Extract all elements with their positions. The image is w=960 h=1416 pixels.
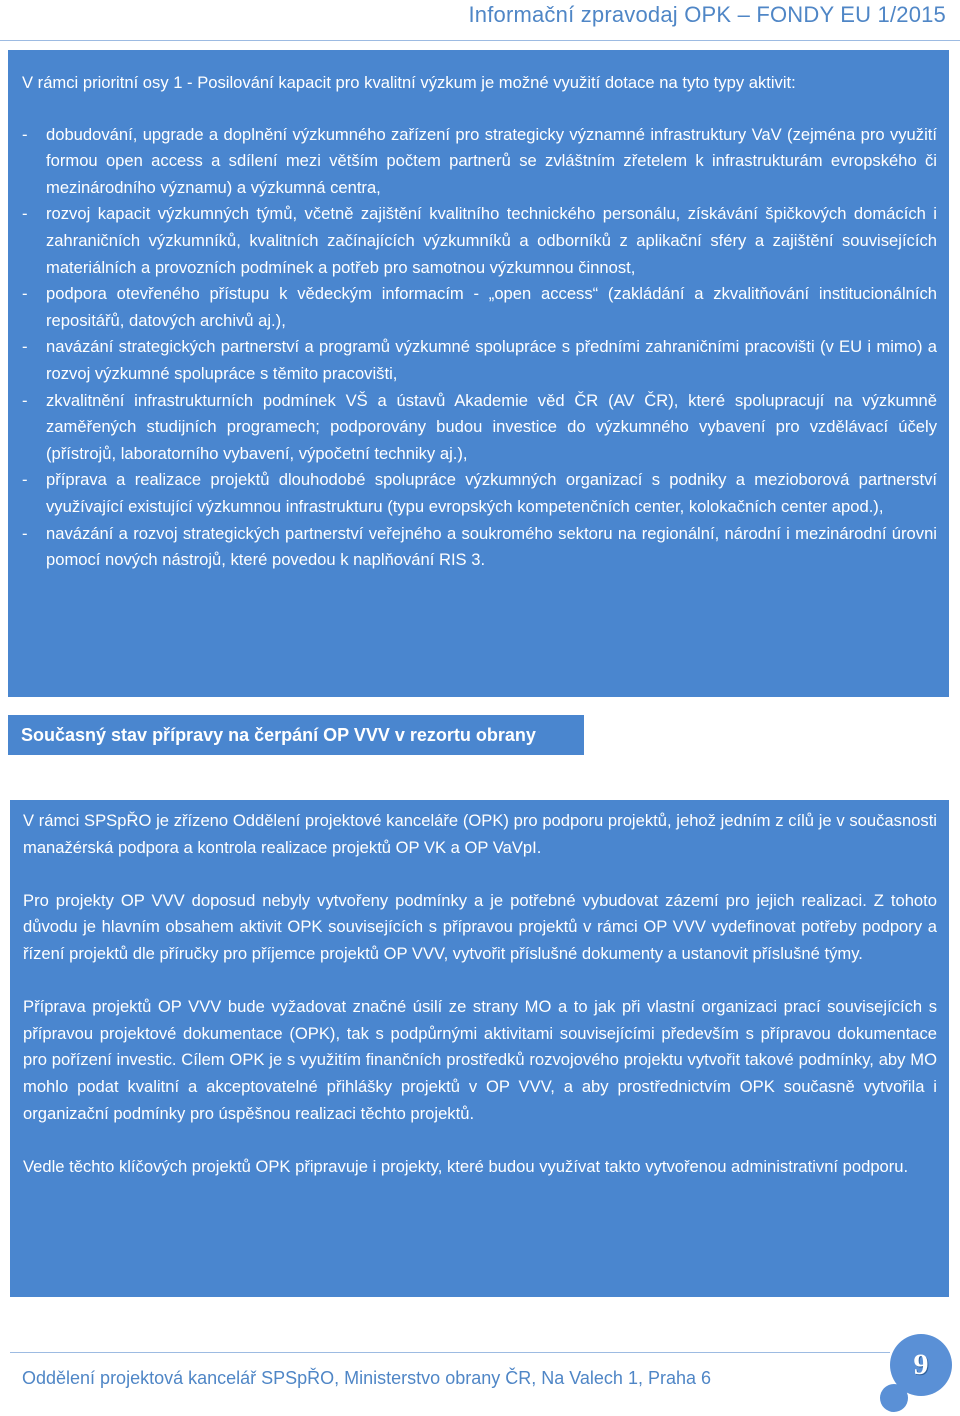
list-item [22, 334, 937, 387]
footer-address: Oddělení projektová kancelář SPSpŘO, Ministerstvo obrany ČR, Na Valech 1, Praha 6 [22, 1368, 712, 1388]
list-item [22, 122, 937, 202]
priority-intro: V rámci prioritní osy 1 - Posilování kapacit pro kvalitní výzkum je možné využití dotace na tyto typy aktivit: [22, 73, 796, 92]
page-header [0, 0, 960, 48]
list-item-text: příprava a realizace projektů dlouhodobé spolupráce výzkumných organizací s podniky a mezioborová partnerství využívající existující výzkumnou infrastrukturu (typu evropských kompetenčních center, kolokačních center apod.), [46, 470, 937, 516]
list-item [22, 201, 937, 281]
newsletter-title: Informační zpravodaj OPK – FONDY EU 1/2015 [468, 2, 946, 27]
section-paragraph: Příprava projektů OP VVV bude vyžadovat značné úsilí ze strany MO a to jak při vlastní organizaci prací souvisejících s přípravou projektové dokumentace (OPK), tak s podpůrnými aktivitami souvisejícími především s přípravou dokumentace pro pořízení investic. Cílem OPK je s využitím finančních prostředků rozvojového projektu vytvořit takové podmínky, aby MO mohlo podat kvalitní a akceptovatelné přihlášky projektů v OP VVV, a aby prostřednictvím OPK současně vytvořila i organizační podmínky pro úspěšnou realizaci těchto projektů. [23, 997, 937, 1123]
header-divider [0, 40, 960, 41]
list-dash: - [22, 337, 28, 357]
list-dash: - [22, 284, 28, 304]
priority-axis-box [8, 50, 949, 697]
list-item [22, 388, 937, 468]
list-item [22, 467, 937, 520]
list-item-text: rozvoj kapacit výzkumných týmů, včetně zajištění kvalitního technického personálu, získávání špičkových domácích i zahraničních výzkumníků, kvalitních začínajících výzkumníků a odborníků z aplikační sféry a zajištění souvisejících materiálních a provozních podmínek a potřeb pro samotnou výzkumnou činnost, [46, 204, 937, 277]
activity-list [22, 122, 937, 574]
section-paragraph: Pro projekty OP VVV doposud nebyly vytvořeny podmínky a je potřebné vybudovat zázemí pro jejich realizaci. Z tohoto důvodu je hlavním obsahem aktivit OPK souvisejících s přípravou projektů v rámci OP VVV vydefinovat potřeby podpory a řízení projektů dle příručky pro příjemce projektů OP VVV, vytvořit příslušné dokumenty a ustanovit příslušné týmy. [23, 890, 937, 963]
list-dash: - [22, 124, 28, 144]
section-paragraph: V rámci SPSpŘO je zřízeno Oddělení projektové kanceláře (OPK) pro podporu projektů, jehož jedním z cílů je v současnosti manažérská podpora a kontrola realizace projektů OP VK a OP VaVpI. [23, 811, 937, 857]
list-dash: - [22, 390, 28, 410]
list-item-text: dobudování, upgrade a doplnění výzkumného zařízení pro strategicky významné infrastruktury VaV (zejména pro využití formou open access a sdílení mezi větším počtem partnerů se zvláštním zřetelem k infrastrukturám evropského či mezinárodního významu) a výzkumná centra, [46, 124, 937, 197]
list-dash: - [22, 470, 28, 490]
list-item-text: navázání a rozvoj strategických partnerství veřejného a soukromého sektoru na regionální, národní i mezinárodní úrovni pomocí nových nástrojů, které povedou k naplňování RIS 3. [46, 523, 937, 570]
list-item [22, 281, 937, 334]
list-item-text: zkvalitnění infrastrukturních podmínek VŠ a ústavů Akademie věd ČR (AV ČR), které spolupracují na výzkumně zaměřených studijních programech; podporovány budou investice do výzkumného vybavení pro vzdělávací účely (přístrojů, laboratorního vybavení, výpočetní techniky aj.), [46, 390, 937, 463]
section-body-box [10, 800, 949, 1297]
page-number: 9 [913, 1348, 929, 1381]
list-item-text: podpora otevřeného přístupu k vědeckým informacím - „open access“ (zakládání a zkvalitňování institucionálních repositářů, datových archivů aj.), [46, 284, 937, 330]
section-heading: Současný stav přípravy na čerpání OP VVV v rezortu obrany [8, 715, 584, 755]
section-paragraph: Vedle těchto klíčových projektů OPK připravuje i projekty, které budou využívat takto vytvořenou administrativní podporu. [23, 1156, 909, 1176]
footer-divider [10, 1352, 890, 1353]
list-item-text: navázání strategických partnerství a programů výzkumné spolupráce s předními zahraničními pracovišti (v EU i mimo) a rozvoj výzkumné spolupráce s těmito pracovišti, [46, 337, 937, 383]
list-dash: - [22, 523, 28, 543]
list-dash: - [22, 204, 28, 224]
list-item [22, 521, 937, 574]
